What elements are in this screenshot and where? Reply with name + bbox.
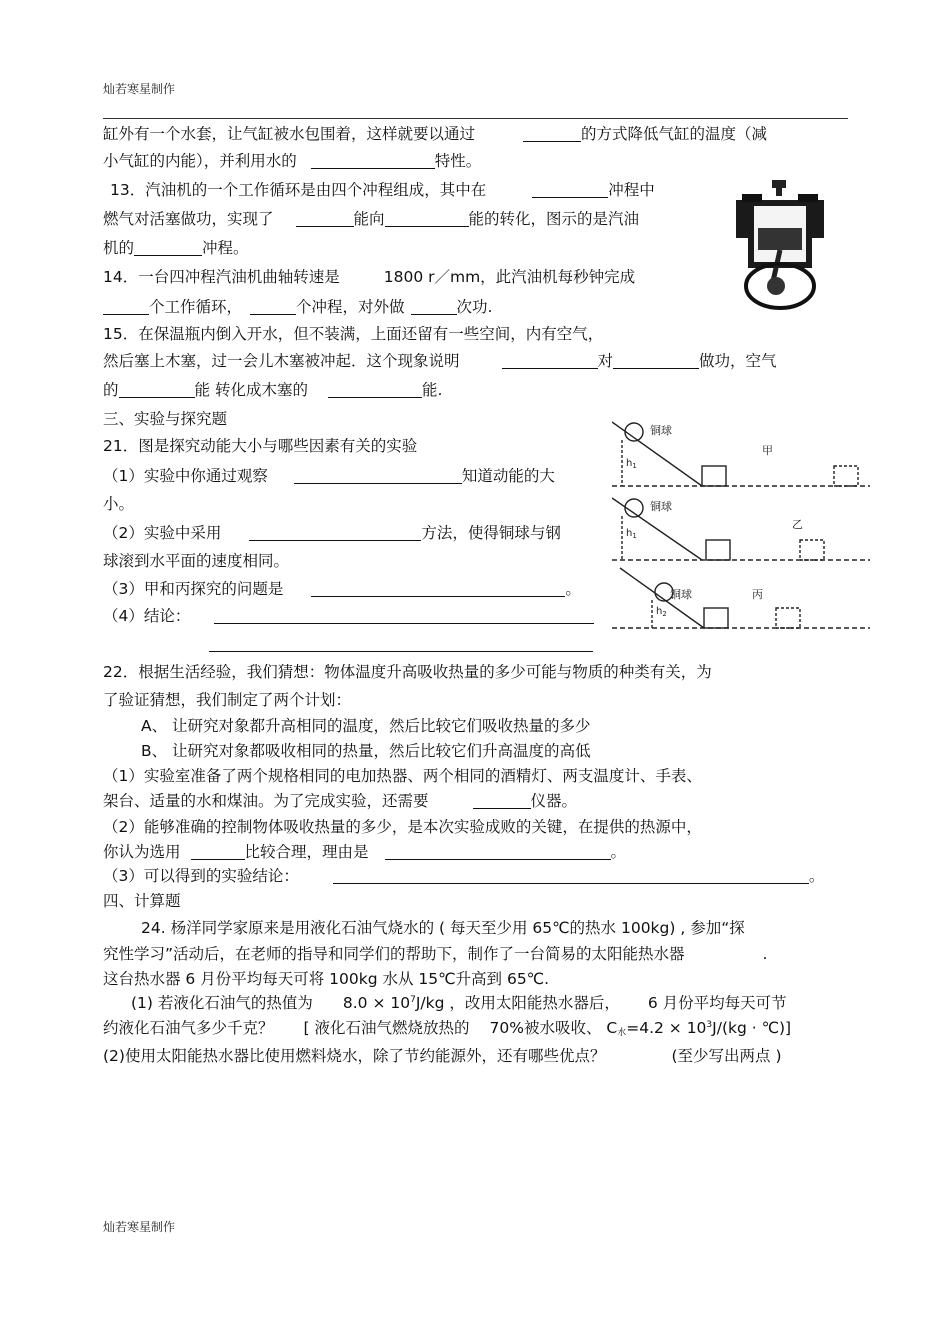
text-line: 燃气对活塞做功，实现了 能向 能的转化，图示的是汽油 bbox=[103, 210, 640, 228]
text-line: 了验证猜想，我们制定了两个计划： bbox=[103, 691, 352, 709]
text-line: （2）能够准确的控制物体吸收热量的多少，是本次实验成败的关键，在提供的热源中， bbox=[103, 818, 702, 836]
label-yi: 乙 bbox=[792, 518, 803, 531]
text-line: （3）可以得到的实验结论： 。 bbox=[103, 867, 825, 885]
page-header: 灿若寒星制作 bbox=[103, 82, 176, 96]
header-rule bbox=[103, 118, 848, 119]
text-line: （1）实验中你通过观察 知道动能的大 bbox=[103, 467, 555, 485]
plan-b: B、 让研究对象都吸收相同的热量，然后比较它们升高温度的高低 bbox=[141, 742, 591, 760]
question-21: 21．图是探究动能大小与哪些因素有关的实验 bbox=[103, 437, 418, 455]
ball-label: 铜球 bbox=[670, 588, 692, 601]
text-line: 你认为选用 比较合理，理由是 。 bbox=[103, 843, 627, 861]
text-line: 缸外有一个水套，让气缸被水包围着，这样就要以通过 的方式降低气缸的温度（减 bbox=[103, 125, 768, 143]
text-line: 然后塞上木塞，过一会儿木塞被冲起．这个现象说明 对 做功，空气 bbox=[103, 352, 777, 370]
text-line: 的 能 转化成木塞的 能. bbox=[103, 381, 443, 399]
text-line: 究性学习”活动后，在老师的指导和同学们的帮助下，制作了一台简易的太阳能热水器 . bbox=[103, 945, 768, 963]
height-label: $h_1$ bbox=[626, 528, 637, 540]
text-line: 个工作循环， 个冲程，对外做 次功. bbox=[103, 297, 492, 317]
text-line: (1) 若液化石油气的热值为 $8.0 \times 10^7J/kg$ ，改用太阳能热水器后， 6 月份平均每天可节 bbox=[131, 994, 787, 1012]
text-line: 小。 bbox=[103, 495, 135, 513]
question-14: 14．一台四冲程汽油机曲轴转速是 1800 r／mm，此汽油机每秒钟完成 bbox=[103, 268, 636, 286]
height-label: $h_2$ bbox=[656, 606, 667, 618]
kinetic-energy-experiment-figure bbox=[612, 412, 874, 634]
question-13: 13．汽油机的一个工作循环是由四个冲程组成，其中在 冲程中 bbox=[110, 181, 655, 199]
text-line: 球滚到水平面的速度相同。 bbox=[103, 552, 290, 570]
plan-a: A、 让研究对象都升高相同的温度，然后比较它们吸收热量的多少 bbox=[141, 717, 591, 735]
blank-line bbox=[209, 634, 593, 654]
label-bing: 丙 bbox=[752, 588, 763, 601]
question-22: 22．根据生活经验，我们猜想：物体温度升高吸收热量的多少可能与物质的种类有关，为 bbox=[103, 663, 712, 681]
question-15: 15．在保温瓶内倒入开水，但不装满，上面还留有一些空间，内有空气， bbox=[103, 325, 604, 343]
label-jia: 甲 bbox=[762, 444, 773, 457]
text-line: 约液化石油气多少千克？ [ 液化石油气燃烧放热的 70%被水吸收、 $C_水=4.2 \times 10^3J/(kg$ · ℃)] bbox=[103, 1019, 792, 1038]
ball-label: 铜球 bbox=[650, 500, 672, 513]
engine-cylinder-figure bbox=[732, 178, 828, 312]
ball-label: 铜球 bbox=[650, 424, 672, 437]
text-line: 机的 冲程。 bbox=[103, 239, 249, 257]
text-line: (2)使用太阳能热水器比使用燃料烧水，除了节约能源外，还有哪些优点？ (至少写出两点 ) bbox=[103, 1047, 782, 1065]
height-label: $h_1$ bbox=[626, 458, 637, 470]
text-line: 这台热水器 6 月份平均每天可将 100kg 水从 15℃升高到 65℃. bbox=[103, 970, 550, 988]
text-line: （4）结论： bbox=[103, 606, 594, 626]
question-24: 24. 杨洋同学家原来是用液化石油气烧水的 ( 每天至少用 65℃的热水 100kg) , 参加“探 bbox=[141, 919, 745, 937]
text-line: （1）实验室准备了两个规格相同的电加热器、两个相同的酒精灯、两支温度计、手表、 bbox=[103, 767, 702, 785]
text-line: 小气缸的内能），并利用水的 特性。 bbox=[103, 152, 482, 170]
page-footer: 灿若寒星制作 bbox=[103, 1220, 176, 1234]
text-line: （2）实验中采用 方法，使得铜球与钢 bbox=[103, 524, 561, 542]
text-line: （3）甲和丙探究的问题是 。 bbox=[103, 580, 581, 598]
section-4-heading: 四、计算题 bbox=[103, 892, 181, 910]
section-3-heading: 三、实验与探究题 bbox=[103, 410, 228, 428]
text-line: 架台、适量的水和煤油。为了完成实验，还需要 仪器。 bbox=[103, 792, 578, 810]
